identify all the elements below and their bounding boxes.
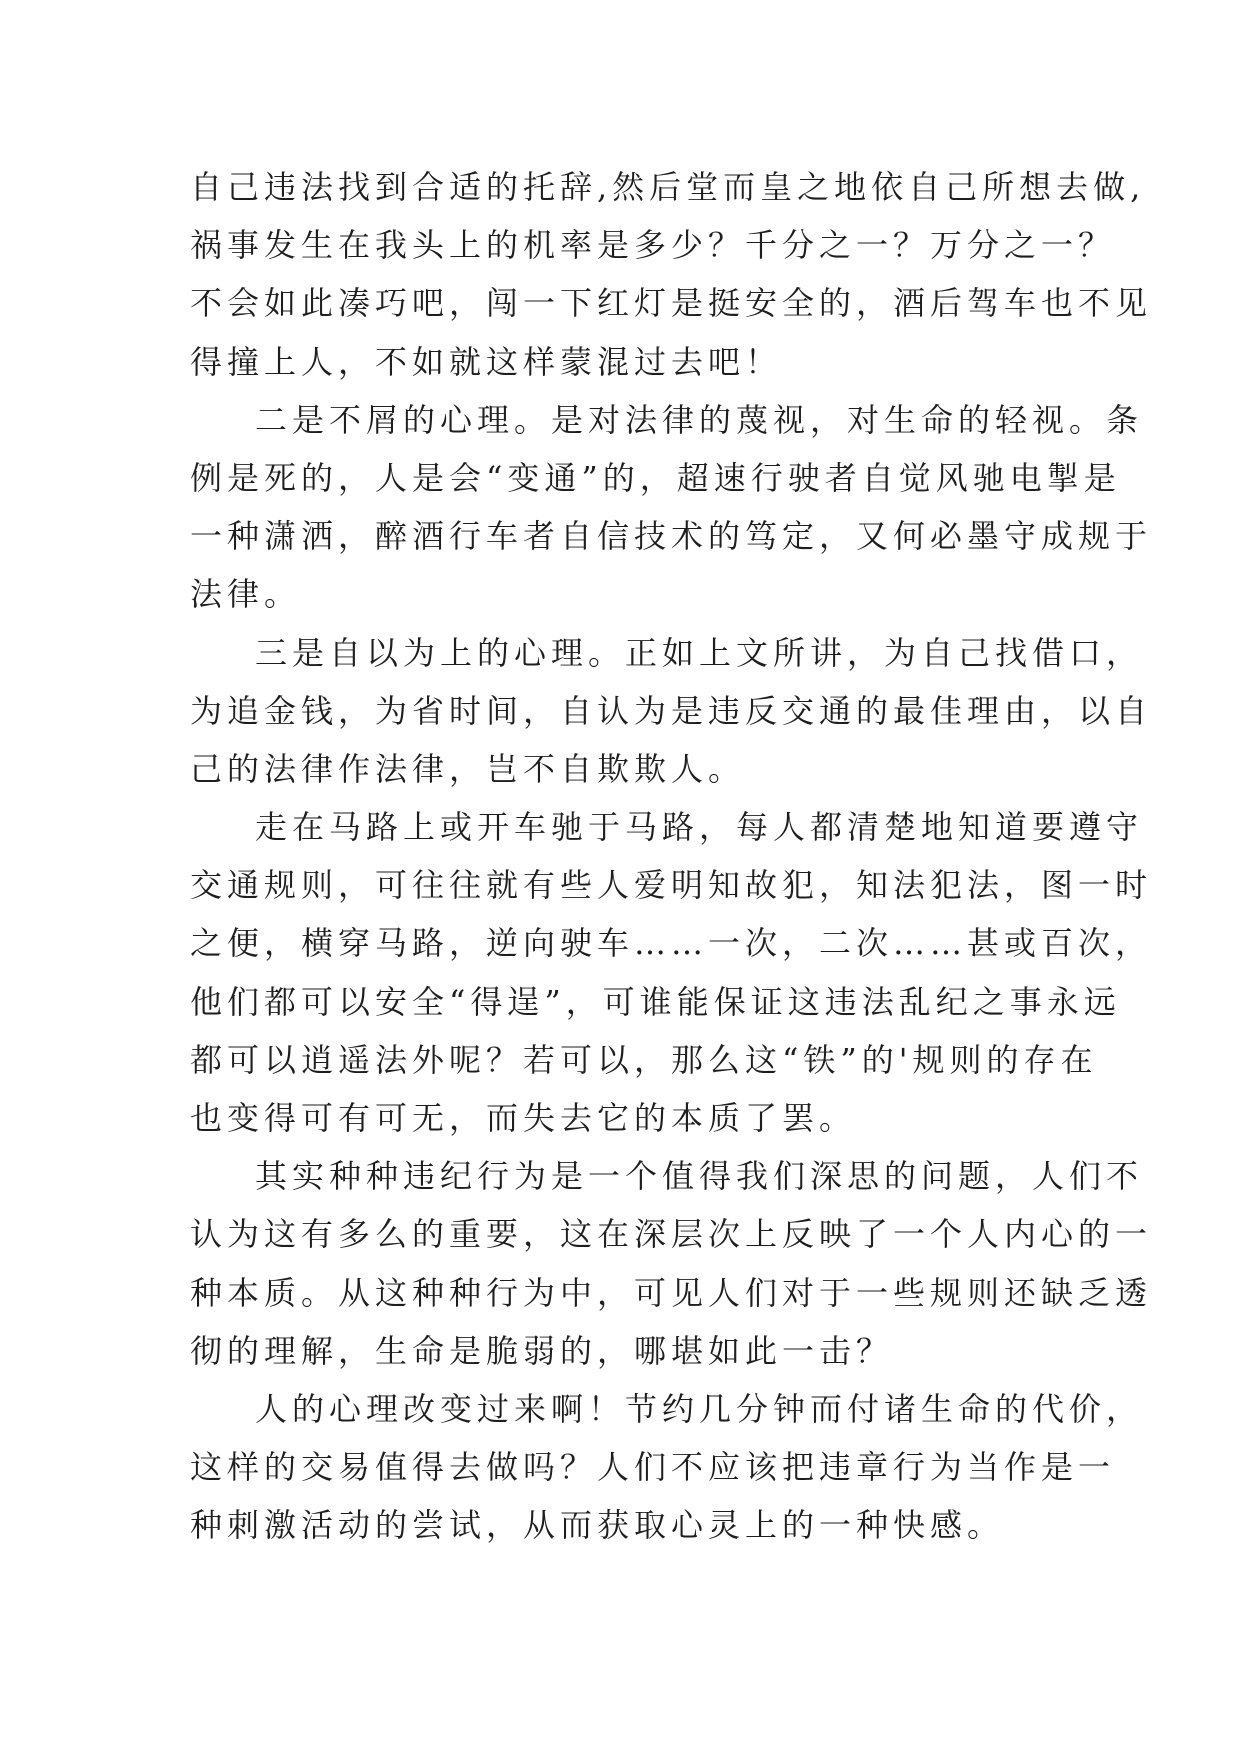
text-line: 种本质。从这种种行为中，可见人们对于一些规则还缺乏透	[190, 1273, 1153, 1312]
text-line: 也变得可有可无，而失去它的本质了罢。	[190, 1099, 857, 1137]
paragraph-first-line: 人的心理改变过来啊！节约几分钟而付诸生命的代价，	[255, 1389, 1144, 1428]
paragraph-first-line: 走在马路上或开车驰于马路，每人都清楚地知道要遵守	[255, 808, 1144, 847]
text-line: 认为这有多么的重要，这在深层次上反映了一个人内心的一	[190, 1215, 1153, 1254]
text-line: 祸事发生在我头上的机率是多少？千分之一？万分之一？	[190, 226, 1116, 265]
text-line: 都可以逍遥法外呢？若可以，那么这“铁”的'规则的存在	[190, 1040, 1098, 1079]
body-text	[190, 158, 1153, 1555]
text-line: 为追金钱，为省时间，自认为是违反交通的最佳理由，以自	[190, 691, 1153, 730]
text-line: 交通规则，可往往就有些人爱明知故犯，知法犯法，图一时	[190, 866, 1153, 905]
text-line: 己的法律作法律，岂不自欺欺人。	[190, 749, 746, 788]
text-line: 彻的理解，生命是脆弱的，哪堪如此一击？	[190, 1331, 894, 1370]
text-line: 得撞上人，不如就这样蒙混过去吧！	[190, 342, 783, 381]
text-line: 这样的交易值得去做吗？人们不应该把违章行为当作是一	[190, 1448, 1116, 1487]
text-line: 不会如此凑巧吧，闯一下红灯是挺安全的，酒后驾车也不见	[190, 284, 1153, 323]
text-line: 种刺激活动的尝试，从而获取心灵上的一种快感。	[190, 1506, 1005, 1545]
text-line: 之便，横穿马路，逆向驶车……一次，二次……甚或百次，	[190, 924, 1153, 963]
text-line: 例是死的，人是会“变通”的，超速行驶者自觉风驰电掣是	[190, 458, 1121, 497]
text-line: 一种潇洒，醉酒行车者自信技术的笃定，又何必墨守成规于	[190, 517, 1153, 556]
paragraph-first-line: 二是不屑的心理。是对法律的蔑视，对生命的轻视。条	[255, 400, 1144, 439]
text-line: 法律。	[190, 575, 302, 614]
text-line: 自己违法找到合适的托辞,然后堂而皇之地依自己所想去做,	[190, 168, 1146, 206]
text-line: 他们都可以安全“得逞”，可谁能保证这违法乱纪之事永远	[190, 982, 1121, 1021]
paragraph-first-line: 三是自以为上的心理。正如上文所讲，为自己找借口，	[255, 633, 1144, 672]
paragraph-first-line: 其实种种违纪行为是一个值得我们深思的问题，人们不	[255, 1157, 1144, 1196]
